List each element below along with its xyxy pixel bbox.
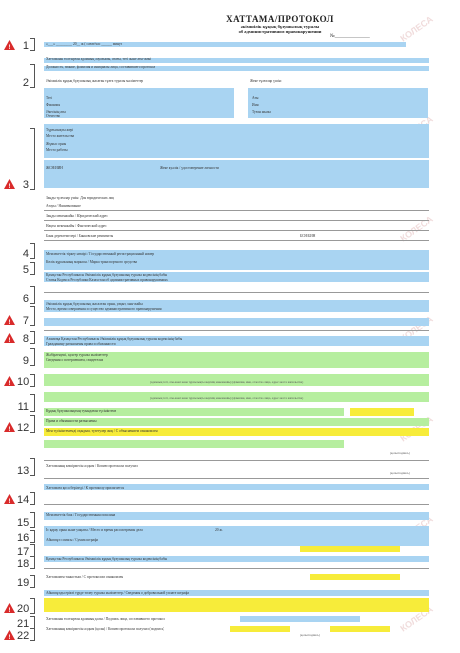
rights-explained-label: Права и обязанности разъяснены bbox=[46, 419, 97, 423]
explanation-label: Құқық бұзушылықтың туындаған түсініктеме bbox=[46, 409, 117, 413]
marker-14: ! 14 bbox=[4, 492, 38, 506]
vehicle-brand-label: Көлік құралының маркасы / Марка транспортного средства bbox=[46, 260, 138, 264]
witness-caption-1: (адамның тегі, аты-жөні және тұрғылықты жерінің мекенжайы) (фамилия, имя, отчество лица, адрес места жительства) bbox=[150, 381, 304, 384]
state-duty-label: Мемлекеттік баж / Государственная пошлина bbox=[46, 513, 116, 517]
protocol-title-block bbox=[160, 14, 400, 35]
voluntary-payment-label: Айыппұлды ерікті түрде төлеу туралы мәліметтер / Сведения о добровольной уплате штрафа bbox=[46, 591, 189, 595]
officer-label-kz: Хаттаманы толтырған адамның лауазымы, атағы, тегі және аты-жөні bbox=[46, 57, 152, 61]
svg-text:!: ! bbox=[8, 427, 11, 432]
explanation-ack-label: Мен түсініктемемді оқыдым, түзетулер жоқ / С объяснением ознакомлен bbox=[46, 429, 158, 433]
signature-line-1 bbox=[44, 460, 429, 461]
legal-address-label: Заңды мекенжайы / Юридический адрес bbox=[46, 214, 108, 218]
legal-name-label: Атауы / Наименование bbox=[46, 204, 81, 208]
review-place-label: Іс қарау орны және уақыты / Место и время рассмотрения дела bbox=[46, 528, 143, 532]
warning-icon bbox=[4, 179, 15, 189]
offender-copy-label: Хаттаманың көшірмесін алдым (қолы) / Копию протокола получил (подпись) bbox=[46, 627, 165, 631]
individuals-label: Жеке тұлғалар үшін: bbox=[250, 79, 282, 83]
marker-3: ! 3 bbox=[4, 128, 38, 191]
actual-address-label: Нақты мекенжайы / Фактический адрес bbox=[46, 224, 107, 228]
actual-address-line bbox=[44, 230, 429, 231]
highlight-explanation-3 bbox=[44, 418, 429, 426]
marker-12: ! 12 bbox=[4, 415, 38, 434]
marker-2: 2 bbox=[17, 64, 51, 89]
signature-caption-2: (қолы/подпись) bbox=[390, 472, 410, 475]
highlight-id bbox=[44, 160, 429, 188]
place-time-label-kz: Әкімшілік құқық бұзушылық жасалған орын, уақыт, мән-жайы bbox=[46, 302, 143, 306]
highlight-officer-sign bbox=[240, 616, 360, 622]
marker-8: ! 8 bbox=[4, 331, 38, 345]
svg-text:!: ! bbox=[8, 608, 11, 613]
protocol-subtitle-kz: әкімшілік құқық бұзушылық туралы bbox=[240, 24, 320, 29]
header-date-line: «___» _________ 20__ ж ( сағат/час ______ минут bbox=[46, 42, 123, 46]
bank-details-label: Банк деректемелері / Банковские реквизиты bbox=[46, 234, 114, 238]
legal-entity-label: Заңды тұлғалар үшін: Для юридических лиц bbox=[46, 196, 115, 200]
marker-10: ! 10 bbox=[4, 374, 38, 388]
svg-text:!: ! bbox=[8, 381, 11, 386]
article-line bbox=[44, 292, 429, 293]
article-label-ru: Статья Кодекса Республики Казахстан об административных правонарушениях bbox=[46, 278, 168, 282]
warning-icon bbox=[4, 376, 15, 386]
signature-line-2 bbox=[44, 478, 429, 479]
iin-label: ЖСН/ИИН bbox=[46, 166, 63, 170]
svg-text:!: ! bbox=[8, 45, 11, 50]
marker-17: 17 bbox=[17, 544, 51, 558]
protocol-title: ХАТТАМА/ПРОТОКОЛ bbox=[226, 14, 334, 24]
marker-16: 16 bbox=[17, 530, 51, 544]
marker-15: 15 bbox=[17, 512, 51, 529]
signature-caption-1: (қолы/подпись) bbox=[390, 452, 410, 455]
birth-year-label: Туған жылы bbox=[252, 110, 271, 114]
protocol-number: №______________ bbox=[330, 34, 370, 39]
highlight-sign-4 bbox=[310, 574, 400, 580]
highlight-sign-5 bbox=[230, 626, 290, 632]
patronymic-label-kz: Әкесінің аты bbox=[46, 110, 66, 114]
warning-icon bbox=[4, 422, 15, 432]
highlight-voluntary bbox=[44, 598, 429, 612]
svg-text:КОЛЕСА: КОЛЕСА bbox=[398, 604, 435, 634]
surname-label-ru: Фамилия bbox=[46, 103, 61, 107]
marker-5: 5 bbox=[17, 262, 51, 276]
residence-label-kz: Тұрғылықты жері bbox=[46, 128, 74, 132]
highlight-sign-3 bbox=[300, 546, 400, 552]
workplace-label-ru: Место работы bbox=[46, 148, 68, 152]
svg-text:КОЛЕСА: КОЛЕСА bbox=[398, 14, 435, 44]
marker-6: 6 bbox=[17, 286, 51, 305]
marker-21: 21 bbox=[17, 616, 51, 630]
highlight-person-right bbox=[248, 88, 428, 118]
warning-icon bbox=[4, 315, 15, 325]
warning-icon bbox=[4, 630, 15, 640]
review-year: 20 ж. bbox=[215, 528, 223, 532]
marker-11: 11 bbox=[17, 394, 51, 413]
officer-signature-label: Хаттаманы толтырған адамның қолы / Подпись лица, составившего протокол bbox=[46, 617, 165, 621]
legal-address-line bbox=[44, 220, 429, 221]
marker-7: ! 7 bbox=[4, 306, 38, 327]
highlight-circumstances bbox=[44, 318, 429, 326]
article-label-kz: Қазақстан Республикасы Әкімшілік құқық бұзушылық туралы кодексінің бабы bbox=[46, 273, 168, 277]
bin-label: БСН/БИН bbox=[300, 234, 316, 238]
protocol-subtitle-ru: об административном правонарушении bbox=[238, 29, 322, 35]
surname-label-kz: Тегі bbox=[46, 96, 53, 100]
warning-icon bbox=[4, 494, 15, 504]
witness-label-kz: Жәбірленуші, куәгер туралы мәліметтер bbox=[46, 353, 108, 357]
marker-20: ! 20 bbox=[4, 598, 38, 615]
highlight-objections bbox=[44, 440, 344, 448]
offender-info-label: Әкімшілік құқық бұзушылық жасаған тұлға туралы мәліметтер bbox=[46, 79, 144, 83]
marker-18: 18 bbox=[17, 556, 51, 570]
highlight-sign-6 bbox=[330, 626, 390, 632]
marker-4: 4 bbox=[17, 243, 51, 260]
fine-article-label: Қазақстан Республикасы Әкімшілік құқық бұзушылық туралы кодексінің бабы bbox=[46, 557, 168, 561]
attachments-line bbox=[44, 504, 429, 505]
copy-received-label: Хаттаманың көшірмесін алдым / Копию протокола получил bbox=[46, 464, 138, 468]
witness-label-ru: Сведения о потерпевшем, свидетелях bbox=[46, 358, 104, 362]
marker-13: 13 bbox=[17, 458, 51, 477]
fine-amount-label: Айыппұл сомасы / Сумма штрафа bbox=[46, 538, 99, 542]
svg-text:!: ! bbox=[8, 499, 11, 504]
svg-text:!: ! bbox=[8, 320, 11, 325]
legal-name-line bbox=[44, 210, 429, 211]
warning-icon bbox=[4, 333, 15, 343]
patronymic-label-ru: Отчество bbox=[46, 114, 61, 118]
marker-22: ! 22 bbox=[4, 628, 38, 642]
rights-label-ru: Гражданину разъяснены права и обязанности bbox=[46, 342, 116, 346]
signature-caption-3: (қолы/подпись) bbox=[300, 634, 320, 637]
place-time-label-ru: Место, время совершения и существо административного правонарушения bbox=[46, 307, 162, 311]
warning-icon bbox=[4, 40, 15, 50]
warning-icon bbox=[4, 603, 15, 613]
section-markers bbox=[0, 0, 42, 650]
officer-label-ru: Должность, звание, фамилия и инициалы лица, составившего протокол bbox=[46, 65, 156, 69]
fine-article-line bbox=[44, 568, 429, 569]
svg-text:!: ! bbox=[8, 184, 11, 189]
rights-label-kz: Азаматқа Қазақстан Республикасы Әкімшілік құқық бұзушылық туралы кодексінің бабы bbox=[46, 337, 183, 341]
highlight-address bbox=[44, 124, 429, 158]
workplace-label-kz: Жұмыс орны bbox=[46, 142, 67, 146]
witness-caption-2: (адамның тегі, аты-жөні және тұрғылықты жерінің мекенжайы) (фамилия, имя, отчество лица, адрес места жительства) bbox=[150, 397, 304, 400]
circumstances-line bbox=[44, 330, 429, 331]
svg-text:КОЛЕСА: КОЛЕСА bbox=[398, 214, 435, 244]
svg-text:!: ! bbox=[8, 635, 11, 640]
highlight-person-left bbox=[44, 88, 234, 118]
name-label-kz: Аты bbox=[252, 96, 259, 100]
highlight-sign-1 bbox=[350, 408, 414, 416]
name-label-ru: Имя bbox=[252, 103, 259, 107]
protocol-ack-label: Хаттамамен таныстым / С протоколом ознакомлен bbox=[46, 575, 124, 579]
marker-19: 19 bbox=[17, 575, 51, 589]
attachments-label: Хаттамаға қоса беріледі / К протоколу прилагается bbox=[46, 486, 125, 490]
residence-label-ru: Место жительства bbox=[46, 134, 75, 138]
vehicle-reg-label: Мемлекеттік тіркеу нөмірі / Государственный регистрационный номер bbox=[46, 252, 155, 256]
svg-text:КОЛЕСА: КОЛЕСА bbox=[398, 314, 435, 344]
marker-9: 9 bbox=[17, 348, 51, 367]
id-card-label: Жеке куәлік / удостоверение личности bbox=[160, 166, 219, 170]
marker-1: ! 1 bbox=[4, 38, 38, 52]
bank-details-line bbox=[44, 240, 429, 241]
svg-text:!: ! bbox=[8, 338, 11, 343]
